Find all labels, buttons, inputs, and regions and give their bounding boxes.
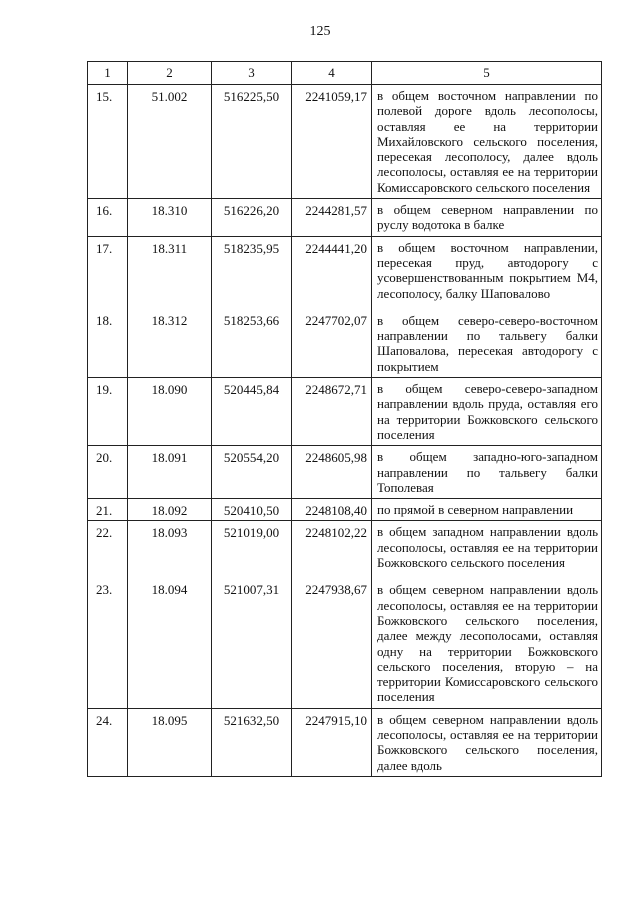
column-header-1: 1 [88, 62, 128, 85]
table-row [88, 85, 602, 199]
table-body [88, 85, 602, 777]
coordinate-x-cell [212, 499, 292, 521]
coordinate-x-cell [212, 708, 292, 776]
segment-number: 22. [96, 525, 113, 541]
page-number: 125 [309, 24, 331, 39]
column-header-2: 2 [128, 62, 212, 85]
boundary-description-cell [372, 499, 602, 521]
boundary-description: по прямой в северном направлении [377, 502, 574, 518]
coordinate-y-cell [292, 446, 372, 499]
table-row [88, 499, 602, 521]
table-row [88, 446, 602, 499]
coordinate-x: 520554,20 [223, 450, 280, 466]
point-id-cell [128, 521, 212, 708]
boundary-description-cell [372, 446, 602, 499]
segment-number: 20. [96, 450, 113, 466]
coordinate-x: 520445,84 [223, 382, 280, 398]
segment-number-cell [88, 708, 128, 776]
point-id-cell [128, 236, 212, 377]
coordinate-x-cell [212, 85, 292, 199]
segment-number-cell [88, 521, 128, 708]
boundary-description-cell [372, 199, 602, 237]
segment-number: 24. [96, 712, 113, 728]
boundary-description: в общем северном направлении вдоль лесополосы, оставляя ее на территории Божковского сельского поселения, далее между лесополосами, оставляя одну на территории Божковского сельского поселения, вторую – на территории Комиссаровского сельского поселения [377, 582, 598, 705]
coordinate-y-cell [292, 499, 372, 521]
point-id: 18.312 [151, 312, 188, 328]
coordinate-y-cell [292, 236, 372, 377]
coordinate-y: 2248102,22 [305, 525, 367, 541]
point-id: 18.094 [151, 582, 188, 598]
table-header-row [88, 62, 602, 85]
point-id-cell [128, 708, 212, 776]
coordinate-x: 520410,50 [223, 503, 280, 519]
point-id: 18.095 [151, 712, 188, 728]
coordinate-y-cell [292, 521, 372, 708]
coordinate-x-cell [212, 236, 292, 377]
coordinate-y: 2244441,20 [305, 240, 367, 256]
coordinate-x: 518235,95 [223, 240, 280, 256]
table-row [88, 708, 602, 776]
boundary-description: в общем восточном направлении по полевой дороге вдоль лесополосы, оставляя ее на территории Михайловского сельского поселения, пересекая лесополосу, далее вдоль лесополосы, оставляя ее на территории Комиссаровского сельского поселения [377, 88, 598, 195]
column-header-4: 4 [292, 62, 372, 85]
coordinate-y: 2247938,67 [305, 582, 367, 598]
segment-number: 19. [96, 382, 113, 398]
point-id: 51.002 [151, 89, 188, 104]
coordinate-y: 2248672,71 [305, 382, 367, 398]
boundary-description: в общем восточном направлении, пересекая пруд, автодорогу с усовершенствованным покрытием М4, лесополосу, балку Шаповалово [377, 239, 598, 301]
segment-number-cell [88, 199, 128, 237]
point-id-cell [128, 446, 212, 499]
coordinate-x: 521632,50 [223, 712, 280, 728]
table-row [88, 378, 602, 446]
boundary-description: в общем северном направлении по руслу водотока в балке [377, 202, 598, 233]
coordinate-y-cell [292, 199, 372, 237]
boundary-description: в общем северном направлении вдоль лесополосы, оставляя ее на территории Божковского сельского поселения, далее вдоль [377, 711, 598, 773]
point-id: 18.091 [151, 450, 188, 466]
point-id: 18.093 [151, 525, 188, 541]
table-row [88, 236, 602, 377]
boundary-description-cell [372, 378, 602, 446]
point-id-cell [128, 378, 212, 446]
coordinate-x-cell [212, 446, 292, 499]
coordinate-y: 2241059,17 [305, 89, 367, 104]
boundary-coordinates-table [87, 61, 602, 777]
column-header-3: 3 [212, 62, 292, 85]
coordinate-y: 2248108,40 [305, 503, 367, 519]
coordinate-y: 2247702,07 [305, 312, 367, 328]
boundary-description-cell [372, 521, 602, 708]
point-id: 18.092 [151, 503, 188, 519]
segment-number-cell [88, 499, 128, 521]
boundary-description: в общем западно-юго-западном направлении по тальвегу балки Тополевая [377, 449, 598, 495]
coordinate-y-cell [292, 708, 372, 776]
segment-number-cell [88, 85, 128, 199]
table-row [88, 521, 602, 708]
point-id: 18.311 [151, 240, 188, 256]
segment-number: 16. [96, 203, 113, 219]
boundary-description-cell [372, 85, 602, 199]
boundary-description-cell [372, 236, 602, 377]
coordinate-x: 518253,66 [223, 312, 280, 328]
point-id: 18.090 [151, 382, 188, 398]
table-row [88, 199, 602, 237]
segment-number: 17. [96, 240, 113, 256]
boundary-description: в общем северо-северо-восточном направлении по тальвегу балки Шаповалова, пересекая автодорогу с покрытием [377, 312, 598, 374]
coordinate-x: 521007,31 [223, 582, 280, 598]
coordinate-x: 516225,50 [223, 89, 280, 104]
segment-number-cell [88, 236, 128, 377]
segment-number: 15. [96, 89, 113, 104]
coordinate-y: 2247915,10 [305, 712, 367, 728]
segment-number-cell [88, 446, 128, 499]
coordinate-y: 2244281,57 [305, 203, 367, 219]
segment-number-cell [88, 378, 128, 446]
point-id-cell [128, 499, 212, 521]
boundary-description: в общем северо-северо-западном направлении вдоль пруда, оставляя его на территории Божковского сельского поселения [377, 381, 598, 442]
coordinate-y: 2248605,98 [305, 450, 367, 466]
coordinate-y-cell [292, 378, 372, 446]
segment-number: 23. [96, 582, 113, 598]
boundary-description-cell [372, 708, 602, 776]
coordinate-y-cell [292, 85, 372, 199]
coordinate-x-cell [212, 199, 292, 237]
coordinate-x: 521019,00 [223, 525, 280, 541]
point-id: 18.310 [151, 203, 188, 219]
point-id-cell [128, 85, 212, 199]
coordinate-x: 516226,20 [223, 203, 280, 219]
segment-number: 18. [96, 312, 113, 328]
point-id-cell [128, 199, 212, 237]
coordinate-x-cell [212, 378, 292, 446]
column-header-5: 5 [372, 62, 602, 85]
coordinate-x-cell [212, 521, 292, 708]
segment-number: 21. [96, 503, 113, 519]
boundary-description: в общем западном направлении вдоль лесополосы, оставляя ее на территории Божковского сельского поселения [377, 524, 598, 571]
